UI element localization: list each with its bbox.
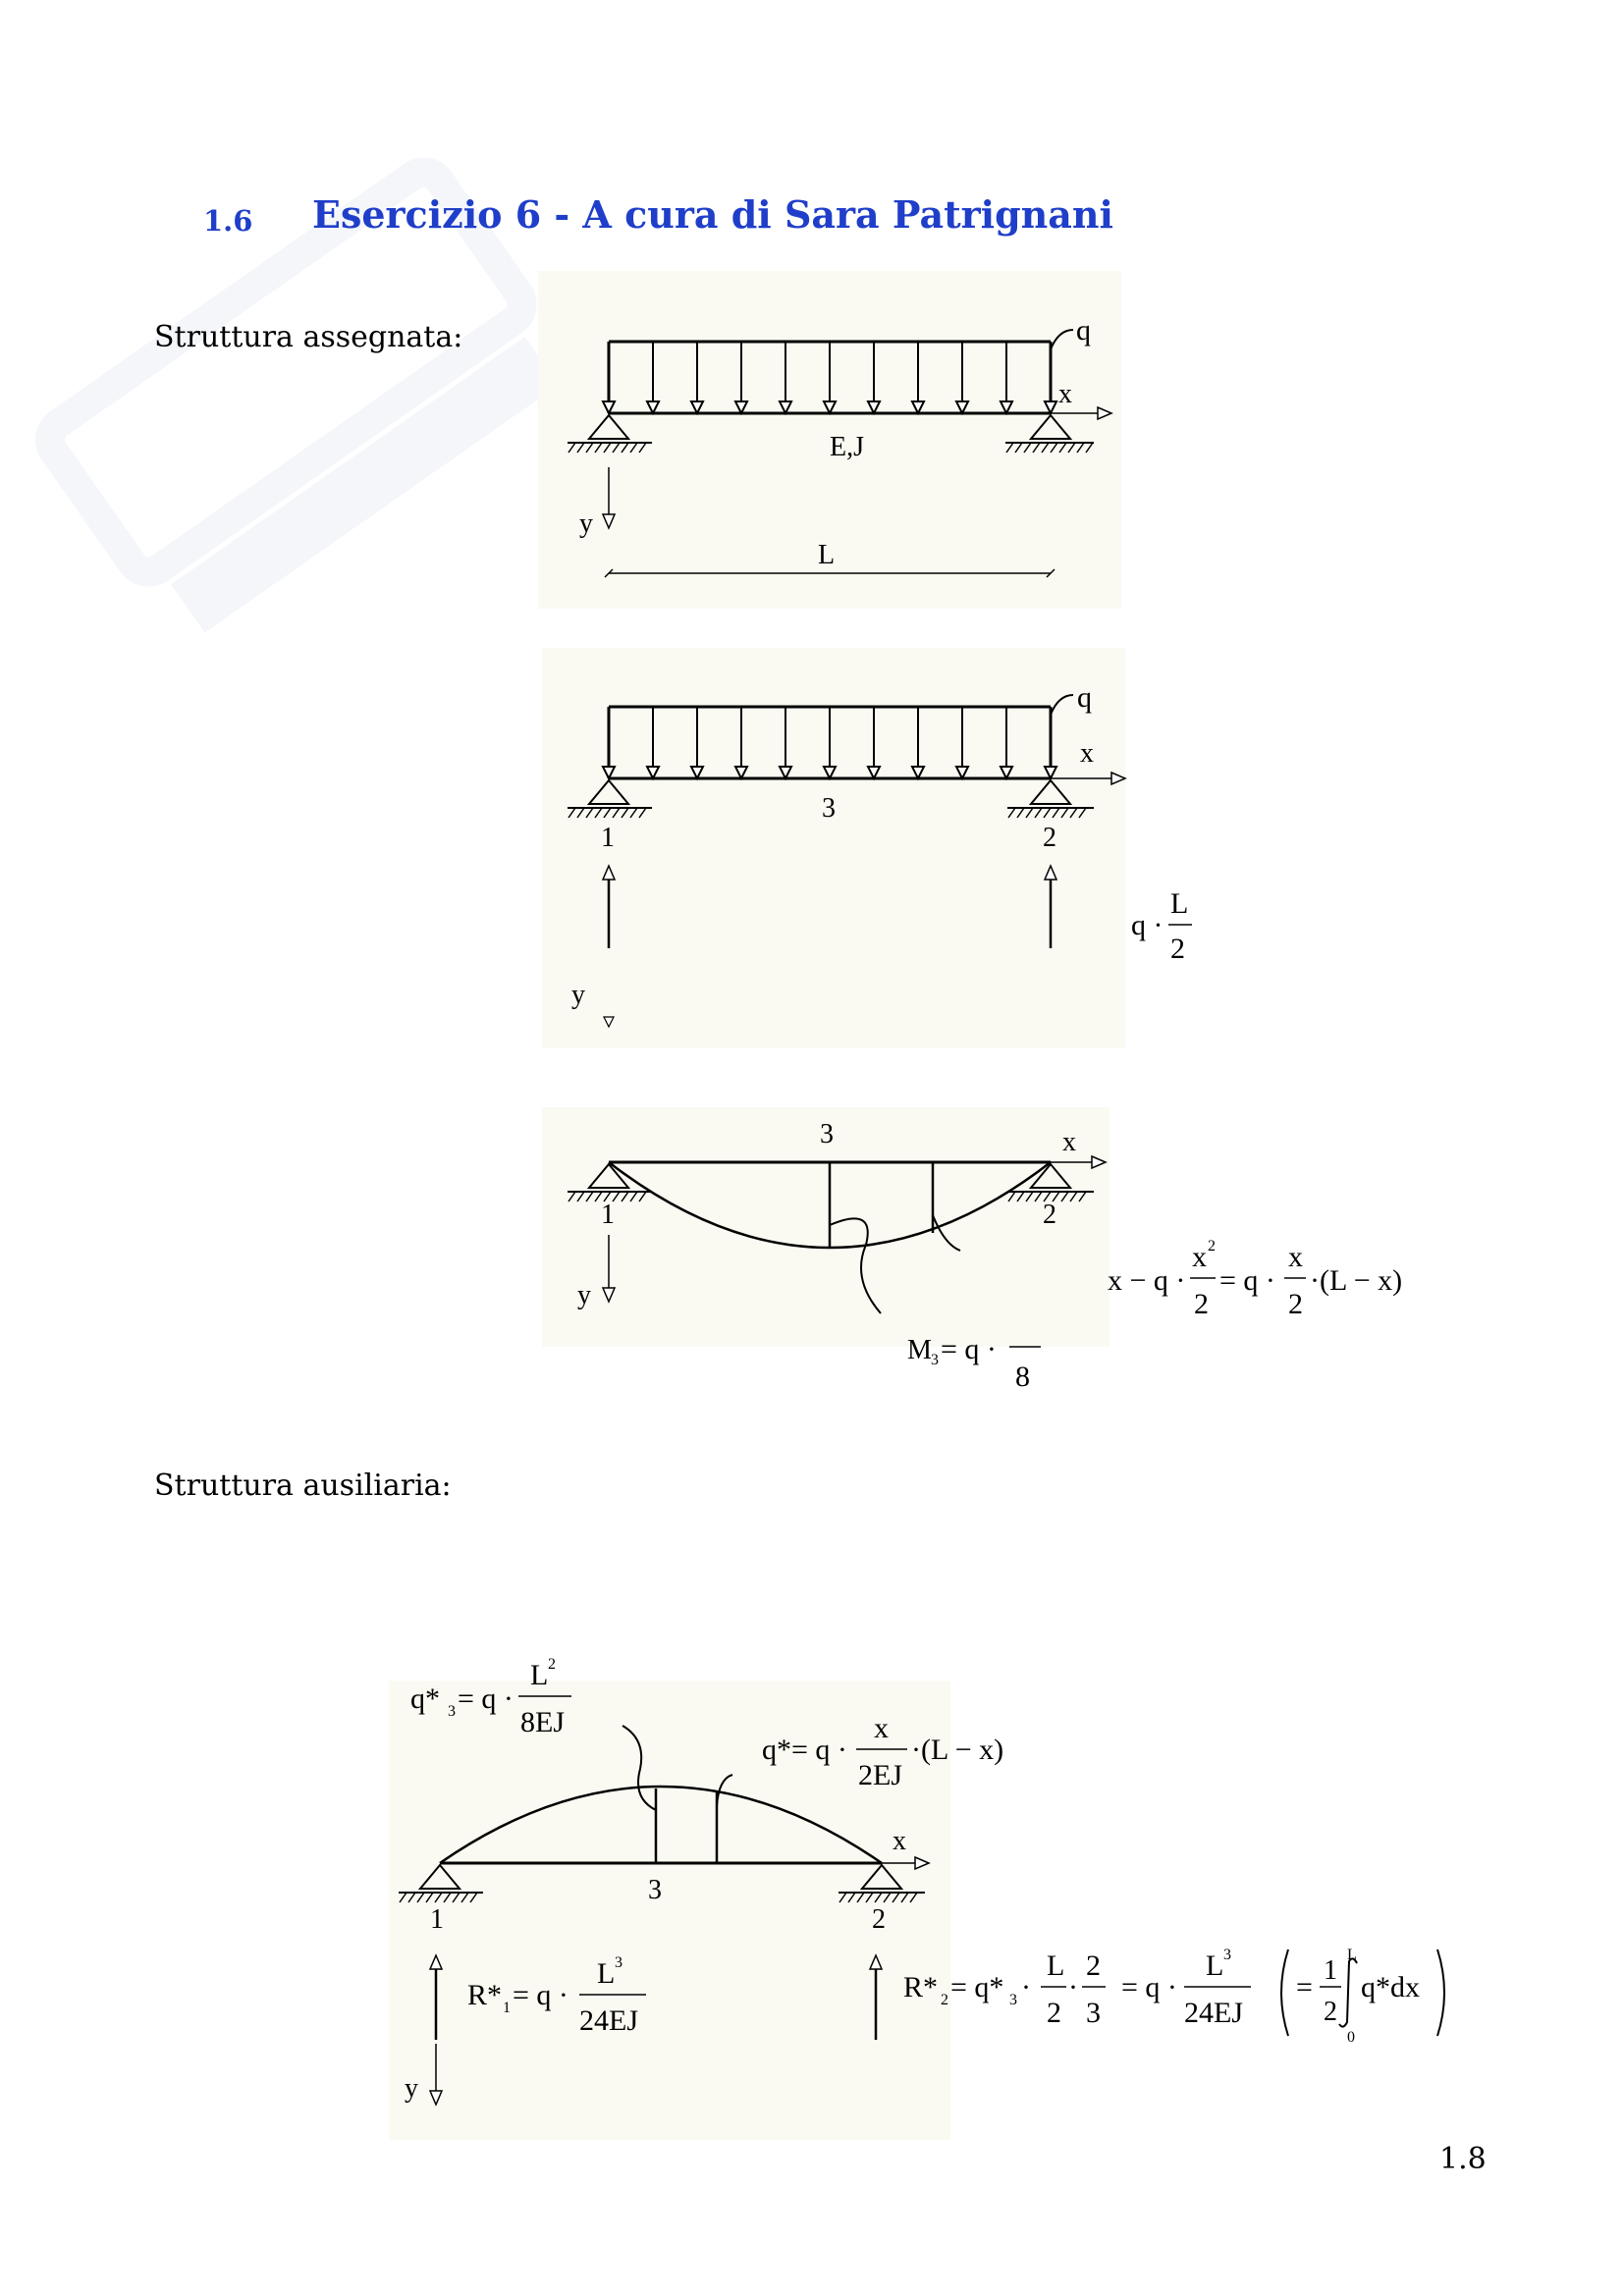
load-arrowhead [691,401,703,413]
moment-num-2: x [1288,1241,1303,1273]
support-hatch [839,1893,846,1902]
r1-symbol: R* [467,1979,503,2011]
load-arrowhead [735,767,747,778]
stiffness-label: E,J [830,432,864,462]
r2-eq: = q* [950,1971,1004,2003]
load-arrowhead [647,767,659,778]
reaction-formula [1129,883,1218,972]
qstar-num: x [874,1712,889,1744]
int-frac-num: 1 [1324,1955,1337,1986]
moment-den-1: 2 [1194,1288,1209,1320]
support-hatch [435,1893,442,1902]
support-hatch [595,808,602,818]
qstar-den: 2EJ [858,1759,902,1791]
assigned-structure-label: Struttura assegnata: [154,320,463,354]
figure-moment [542,1107,1110,1347]
r1-num: L [597,1957,616,1990]
qstar3-subscript: 3 [448,1703,456,1720]
x-axis-label: x [893,1826,906,1856]
support-hatch [866,1893,873,1902]
support-hatch [1017,1192,1024,1201]
moment-num-1: x [1192,1241,1207,1273]
support-hatch [857,1893,864,1902]
node-3-label: 3 [822,793,836,824]
load-label-q: q [1076,314,1091,347]
r1-subscript: 1 [503,2000,511,2016]
r2-subscript: 2 [941,1992,948,2008]
load-arrowhead [824,401,836,413]
moment-diagram [542,1107,1110,1347]
auxiliary-structure-label: Struttura ausiliaria: [154,1468,452,1503]
load-arrowhead [603,767,615,778]
r2-frac2-num: 2 [1086,1949,1101,1982]
r2-subscript-2: 3 [1009,1992,1017,2008]
y-axis-label: y [577,1280,591,1310]
max-moment-formula [895,1335,1062,1394]
support-hatch [1079,808,1086,818]
y-axis-label: y [579,508,593,539]
qstar3-sup: 2 [548,1656,556,1673]
support-hatch [1086,443,1093,453]
support-hatch [613,443,620,453]
support-hatch [408,1893,415,1902]
load-arrowhead [868,401,880,413]
support-hatch [1077,443,1084,453]
support-hatch [639,808,646,818]
qstar3-den: 8EJ [520,1706,565,1738]
moment-formula [1108,1237,1432,1325]
support-hatch [568,443,575,453]
node-1-label: 1 [601,823,615,853]
support-hatch [630,443,637,453]
x-axis-label: x [1058,379,1072,409]
integral-icon [1339,1958,1357,2026]
support-hatch [586,1192,593,1201]
reaction-denominator: 2 [1170,933,1185,965]
support-hatch [1015,443,1022,453]
support-hatch [613,808,620,818]
support-hatch [1033,443,1040,453]
moment-den-2: 2 [1288,1288,1303,1320]
support-hatch [577,808,584,818]
support-hatch [1042,443,1049,453]
support-hatch [470,1893,477,1902]
r2-den: 24EJ [1184,1997,1243,2029]
m3-denominator: 8 [1015,1361,1030,1393]
support-hatch [586,808,593,818]
y-axis-label: y [571,980,585,1010]
reaction-q: q · [1131,909,1164,941]
support-hatch [1026,808,1033,818]
r2-eq-2: = q · [1121,1971,1177,2003]
load-arrowhead [780,767,791,778]
support-hatch [1051,443,1057,453]
support-hatch [622,443,628,453]
support-hatch [901,1893,908,1902]
r1-formula [467,1953,664,2042]
int-lower: 0 [1347,2029,1355,2046]
load-arrowhead [780,401,791,413]
figure-assigned-structure [538,271,1121,609]
support-hatch [1017,808,1024,818]
r2-frac1-num: L [1047,1949,1065,1982]
page-number: 1.8 [1439,2142,1487,2176]
r1-eq: = q · [513,1979,568,2011]
load-arrowhead [1001,767,1012,778]
support-hatch [1035,1192,1042,1201]
load-arrowhead [868,767,880,778]
support-hatch [910,1893,917,1902]
int-body: q*dx [1361,1971,1420,2003]
r2-symbol: R* [903,1971,939,2003]
int-upper: L [1347,1947,1357,1963]
qstar-formula [762,1708,1037,1796]
load-arrowhead [647,401,659,413]
load-arrowhead [1001,401,1012,413]
y-axis-label: y [405,2073,418,2104]
beam-diagram-2 [542,648,1125,1048]
support-hatch [1026,1192,1033,1201]
support-hatch [1070,808,1077,818]
support-hatch [568,808,575,818]
x-axis-label: x [1062,1127,1076,1157]
node-3-label: 3 [648,1875,662,1905]
support-hatch [595,443,602,453]
m3-symbol: M [907,1335,932,1365]
moment-tail: ·(L − x) [1310,1264,1403,1297]
support-hatch [622,1192,628,1201]
qstar-tail: ·(L − x) [911,1734,1004,1766]
node-1-label: 1 [430,1904,444,1935]
x-axis-label: x [1080,738,1094,769]
load-arrowhead [735,401,747,413]
reaction-numerator: L [1170,887,1189,920]
node-1-label: 1 [601,1200,615,1230]
support-hatch [1059,443,1066,453]
load-arrowhead [603,401,615,413]
support-hatch [1035,808,1042,818]
support-hatch [893,1893,899,1902]
support-hatch [1061,1192,1068,1201]
support-hatch [461,1893,468,1902]
support-hatch [1008,1192,1015,1201]
support-hatch [630,1192,637,1201]
support-hatch [1044,808,1051,818]
length-label: L [818,540,836,570]
support-hatch [604,443,611,453]
load-arrowhead [956,767,968,778]
qstar3-symbol: q* [410,1682,440,1715]
node-2-label: 2 [1043,823,1056,853]
load-arrowhead [956,401,968,413]
r2-dot: · [1021,1971,1031,2003]
support-hatch [444,1893,451,1902]
load-arrowhead [824,767,836,778]
support-hatch [1079,1192,1086,1201]
section-title: Esercizio 6 - A cura di Sara Patrignani [312,192,1113,237]
support-hatch [453,1893,460,1902]
moment-eq: = q · [1219,1264,1275,1297]
support-hatch [884,1893,891,1902]
int-eq: = [1296,1971,1313,2003]
figure-reactions [542,648,1125,1048]
support-hatch [577,1192,584,1201]
section-number: 1.6 [203,204,253,238]
m3-subscript: 3 [931,1352,939,1368]
node-3-label: 3 [820,1119,834,1149]
int-frac-den: 2 [1324,1997,1337,2027]
r1-den: 24EJ [579,2004,638,2037]
node-2-label: 2 [872,1904,886,1935]
node-2-label: 2 [1043,1200,1056,1230]
support-hatch [604,808,611,818]
support-hatch [426,1893,433,1902]
r2-num: L [1206,1949,1224,1982]
support-hatch [568,1192,575,1201]
support-hatch [1070,1192,1077,1201]
support-hatch [639,443,646,453]
m3-eq: = q · [941,1333,997,1365]
qstar3-formula [410,1655,587,1753]
r2-frac1-den: 2 [1047,1997,1061,2029]
support-hatch [1061,808,1068,818]
load-arrowhead [1045,767,1056,778]
support-hatch [1068,443,1075,453]
load-arrowhead [912,401,924,413]
support-hatch [630,808,637,818]
support-hatch [586,443,593,453]
support-hatch [622,808,628,818]
r2-dot-2: · [1068,1971,1078,2003]
beam-diagram-1 [538,271,1121,609]
support-hatch [875,1893,882,1902]
qstar-left: q*= q · [762,1734,847,1766]
load-arrowhead [912,767,924,778]
r2-frac2-den: 3 [1086,1997,1101,2029]
support-hatch [1006,443,1013,453]
r2-formula [903,1946,1453,2054]
support-hatch [639,1192,646,1201]
load-label-q: q [1077,681,1092,714]
support-hatch [417,1893,424,1902]
qstar3-num: L [530,1659,549,1691]
support-hatch [400,1893,406,1902]
r1-sup: 3 [615,1954,623,1971]
load-arrowhead [691,767,703,778]
support-hatch [1053,808,1059,818]
watermark-logo [39,59,589,766]
support-hatch [848,1893,855,1902]
qstar3-eq: = q · [458,1682,514,1715]
support-hatch [577,443,584,453]
moment-sup-1: 2 [1208,1238,1216,1255]
support-hatch [1008,808,1015,818]
r2-sup: 3 [1223,1947,1231,1963]
moment-term-left: x − q · [1108,1264,1186,1297]
load-arrowhead [1045,401,1056,413]
support-hatch [1024,443,1031,453]
